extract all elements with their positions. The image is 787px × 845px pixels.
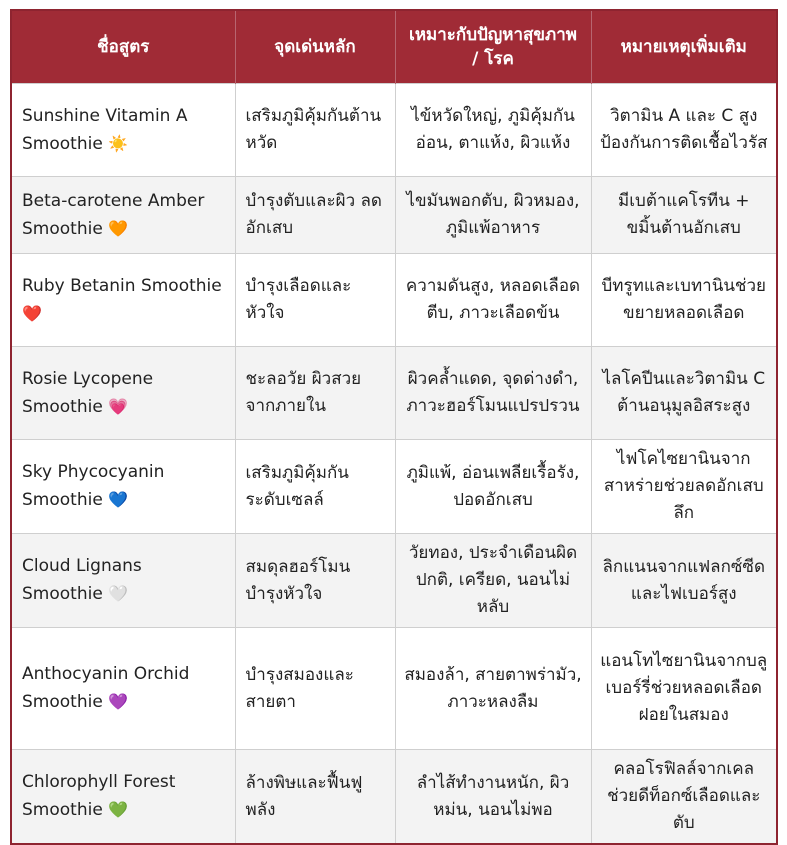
highlight-cell: บำรุงเลือดและหัวใจ bbox=[235, 254, 395, 347]
sun-icon: ☀️ bbox=[108, 133, 129, 153]
smoothie-table-container bbox=[10, 9, 776, 845]
table-row bbox=[11, 254, 777, 347]
recipe-name: Chlorophyll Forest Smoothie bbox=[22, 772, 176, 820]
table-row bbox=[11, 347, 777, 440]
note-cell: บีทรูทและเบทานินช่วยขยายหลอดเลือด bbox=[591, 254, 777, 347]
note-cell: ไฟโคไซยานินจากสาหร่ายช่วยลดอักเสบลึก bbox=[591, 440, 777, 534]
health-cell: วัยทอง, ประจำเดือนผิดปกติ, เครียด, นอนไม่หลับ bbox=[395, 534, 591, 628]
green-heart-icon: 💚 bbox=[108, 800, 129, 819]
recipe-name-cell bbox=[11, 628, 235, 750]
health-cell: ไข้หวัดใหญ่, ภูมิคุ้มกันอ่อน, ตาแห้ง, ผิวแห้ง bbox=[395, 84, 591, 177]
purple-heart-icon: 💜 bbox=[108, 692, 129, 711]
note-cell: วิตามิน A และ C สูง ป้องกันการติดเชื้อไวรัส bbox=[591, 84, 777, 177]
recipe-name-cell bbox=[11, 750, 235, 845]
recipe-name: Cloud Lignans Smoothie bbox=[22, 556, 142, 604]
health-cell: ภูมิแพ้, อ่อนเพลียเรื้อรัง, ปอดอักเสบ bbox=[395, 440, 591, 534]
recipe-name-cell bbox=[11, 254, 235, 347]
health-cell: ไขมันพอกตับ, ผิวหมอง, ภูมิแพ้อาหาร bbox=[395, 177, 591, 254]
highlight-cell: ชะลอวัย ผิวสวยจากภายใน bbox=[235, 347, 395, 440]
blue-heart-icon: 💙 bbox=[108, 490, 129, 509]
recipe-name-cell bbox=[11, 440, 235, 534]
table-row bbox=[11, 628, 777, 750]
health-cell: สมองล้า, สายตาพร่ามัว, ภาวะหลงลืม bbox=[395, 628, 591, 750]
table-row bbox=[11, 440, 777, 534]
highlight-cell: เสริมภูมิคุ้มกันระดับเซลล์ bbox=[235, 440, 395, 534]
table-row bbox=[11, 750, 777, 845]
highlight-cell: สมดุลฮอร์โมน บำรุงหัวใจ bbox=[235, 534, 395, 628]
highlight-cell: ล้างพิษและฟื้นฟูพลัง bbox=[235, 750, 395, 845]
header-row bbox=[11, 10, 777, 84]
note-cell: ลิกแนนจากแฟลกซ์ซีดและไฟเบอร์สูง bbox=[591, 534, 777, 628]
recipe-name: Anthocyanin Orchid Smoothie bbox=[22, 664, 190, 712]
red-heart-icon: ❤️ bbox=[22, 303, 42, 323]
health-cell: ผิวคล้ำแดด, จุดด่างดำ, ภาวะฮอร์โมนแปรปรวน bbox=[395, 347, 591, 440]
recipe-name-cell bbox=[11, 177, 235, 254]
header-health: เหมาะกับปัญหาสุขภาพ / โรค bbox=[395, 10, 591, 84]
health-cell: ลำไส้ทำงานหนัก, ผิวหม่น, นอนไม่พอ bbox=[395, 750, 591, 845]
highlight-cell: เสริมภูมิคุ้มกันต้านหวัด bbox=[235, 84, 395, 177]
recipe-name: Ruby Betanin Smoothie bbox=[22, 275, 222, 296]
note-cell: มีเบต้าแคโรทีน + ขมิ้นต้านอักเสบ bbox=[591, 177, 777, 254]
orange-heart-icon: 🧡 bbox=[108, 218, 129, 238]
note-cell: คลอโรฟิลล์จากเคลช่วยดีท็อกซ์เลือดและตับ bbox=[591, 750, 777, 845]
table-header bbox=[11, 10, 777, 84]
table-row bbox=[11, 534, 777, 628]
recipe-name-cell bbox=[11, 84, 235, 177]
health-cell: ความดันสูง, หลอดเลือดตีบ, ภาวะเลือดข้น bbox=[395, 254, 591, 347]
table-row bbox=[11, 177, 777, 254]
white-heart-icon: 🤍 bbox=[108, 584, 129, 603]
header-name: ชื่อสูตร bbox=[11, 10, 235, 84]
recipe-name: Sky Phycocyanin Smoothie bbox=[22, 462, 165, 510]
header-note: หมายเหตุเพิ่มเติม bbox=[591, 10, 777, 84]
highlight-cell: บำรุงสมองและสายตา bbox=[235, 628, 395, 750]
pink-heart-icon: 💗 bbox=[108, 396, 129, 416]
header-highlight: จุดเด่นหลัก bbox=[235, 10, 395, 84]
recipe-name: Beta-carotene Amber Smoothie bbox=[22, 190, 205, 239]
note-cell: ไลโคปีนและวิตามิน C ต้านอนุมูลอิสระสูง bbox=[591, 347, 777, 440]
smoothie-table bbox=[10, 9, 778, 845]
recipe-name-cell bbox=[11, 347, 235, 440]
recipe-name: Sunshine Vitamin A Smoothie bbox=[22, 105, 188, 154]
recipe-name: Rosie Lycopene Smoothie bbox=[22, 368, 154, 417]
note-cell: แอนโทไซยานินจากบลูเบอร์รี่ช่วยหลอดเลือดฝอยในสมอง bbox=[591, 628, 777, 750]
highlight-cell: บำรุงตับและผิว ลดอักเสบ bbox=[235, 177, 395, 254]
table-row bbox=[11, 84, 777, 177]
table-body bbox=[11, 84, 777, 845]
recipe-name-cell bbox=[11, 534, 235, 628]
